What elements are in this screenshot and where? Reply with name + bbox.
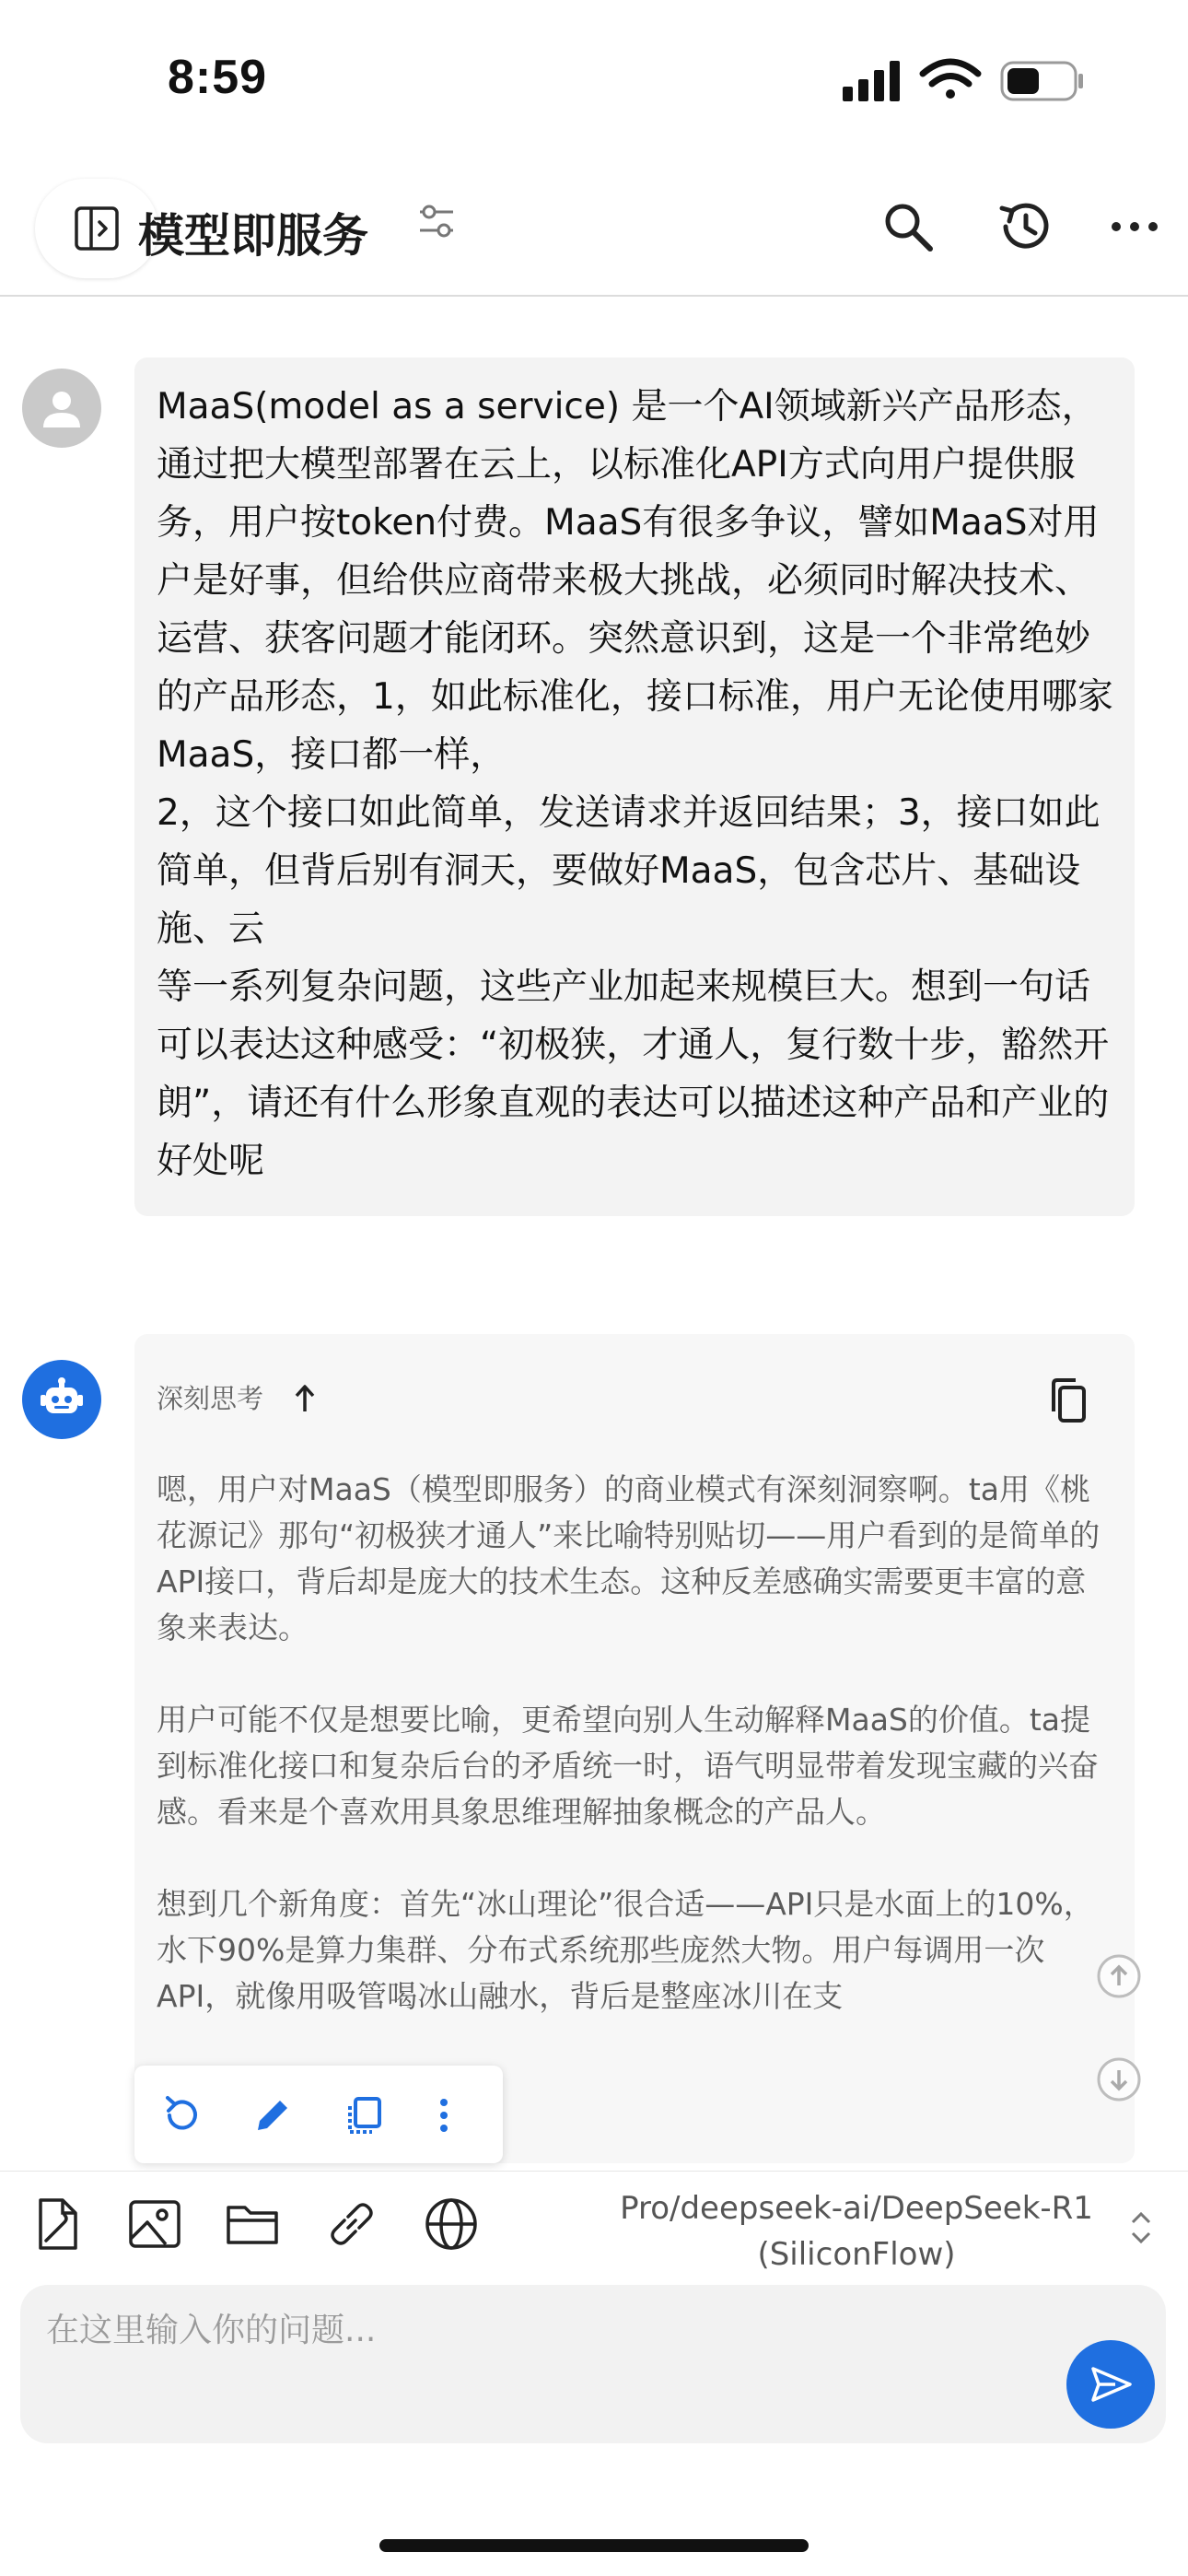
globe-icon[interactable] — [422, 2195, 481, 2254]
status-icons — [838, 53, 1087, 109]
more-icon[interactable] — [1109, 206, 1160, 247]
battery-icon — [1002, 63, 1083, 100]
scroll-down-icon[interactable] — [1096, 2056, 1142, 2102]
sidebar-toggle-icon — [73, 205, 121, 252]
folder-icon[interactable] — [223, 2195, 282, 2254]
chevron-up-down-icon[interactable] — [1125, 2207, 1157, 2248]
send-button[interactable] — [1066, 2340, 1155, 2429]
question-input-box — [20, 2285, 1166, 2443]
wifi-icon — [923, 62, 978, 99]
arrow-up-icon[interactable] — [291, 1382, 319, 1413]
link-icon[interactable] — [322, 2195, 381, 2254]
page-title: 模型即服务 — [138, 209, 368, 263]
person-icon — [39, 385, 85, 431]
robot-icon — [39, 1376, 85, 1423]
user-avatar — [22, 369, 101, 448]
settings-sliders-icon[interactable] — [416, 201, 457, 241]
more-vertical-icon[interactable] — [422, 2093, 466, 2137]
message-action-bar — [134, 2066, 503, 2163]
copy-icon[interactable] — [1044, 1376, 1089, 1424]
scroll-up-icon[interactable] — [1096, 1953, 1142, 1999]
user-message-text: MaaS(model as a service) 是一个AI领域新兴产品形态，通过把大模型部署在云上，以标准化API方式向用户提供服务，用户按token付费。MaaS有很多争议，譬如MaaS对用户是好事，但给供应商带来极大挑战，必须同时解决技术、运营、获客问题才能闭环。突然意识到，这是一个非常绝妙的产品形态，1，如此标准化，接口标准，用户无论使用哪家MaaS，接口都一样， 2，这个接口如此简单，发送请求并返回结果；3，接口如此简单，但背后别有洞天，要做好MaaS，包含芯片、基础设施、云 等一系列复杂问题，这些产业加起来规模巨大。想到一句话可以表达这种感受：“初极狭，才通人，复行数十步，豁然开朗”，请还有什么形象直观的表达可以描述这种产品和产业的好处呢 — [157, 386, 1113, 1182]
edit-icon[interactable] — [250, 2093, 295, 2137]
thinking-text: 嗯，用户对MaaS（模型即服务）的商业模式有深刻洞察啊。ta用《桃花源记》那句“初极狭才通人”来比喻特别贴切——用户看到的是简单的API接口，背后却是庞大的技术生态。这种反差感确实需要更丰富的意象来表达。 用户可能不仅是想要比喻，更希望向别人生动解释MaaS的价值。ta提到标准化接口和复杂后台的矛盾统一时，语气明显带着发现宝藏的兴奋感。看来是个喜欢用具象思维理解抽象概念的产品人。 想到几个新角度：首先“冰山理论”很合适——API只是水面上的10%，水下90%是算力集群、分布式系统那些庞然大物。用户每调用一次API，就像用吸管喝冰山融水，背后是整座冰川在支 — [157, 1471, 1101, 2014]
model-selector[interactable]: Pro/deepseek-ai/DeepSeek-R1 (SiliconFlow) — [620, 2190, 1093, 2273]
attach-file-icon[interactable] — [28, 2195, 87, 2254]
copy-icon[interactable] — [343, 2093, 387, 2137]
regenerate-icon[interactable] — [158, 2093, 203, 2137]
status-time: 8:59 — [168, 51, 268, 104]
history-icon[interactable] — [995, 197, 1054, 256]
search-icon[interactable] — [880, 199, 936, 254]
question-input[interactable] — [44, 2301, 1061, 2359]
home-indicator — [379, 2539, 809, 2552]
send-icon — [1088, 2361, 1134, 2407]
signal-icon — [843, 61, 900, 101]
assistant-avatar — [22, 1360, 101, 1439]
thinking-toggle-label[interactable]: 深刻思考 — [157, 1383, 264, 1414]
image-icon[interactable] — [125, 2195, 184, 2254]
